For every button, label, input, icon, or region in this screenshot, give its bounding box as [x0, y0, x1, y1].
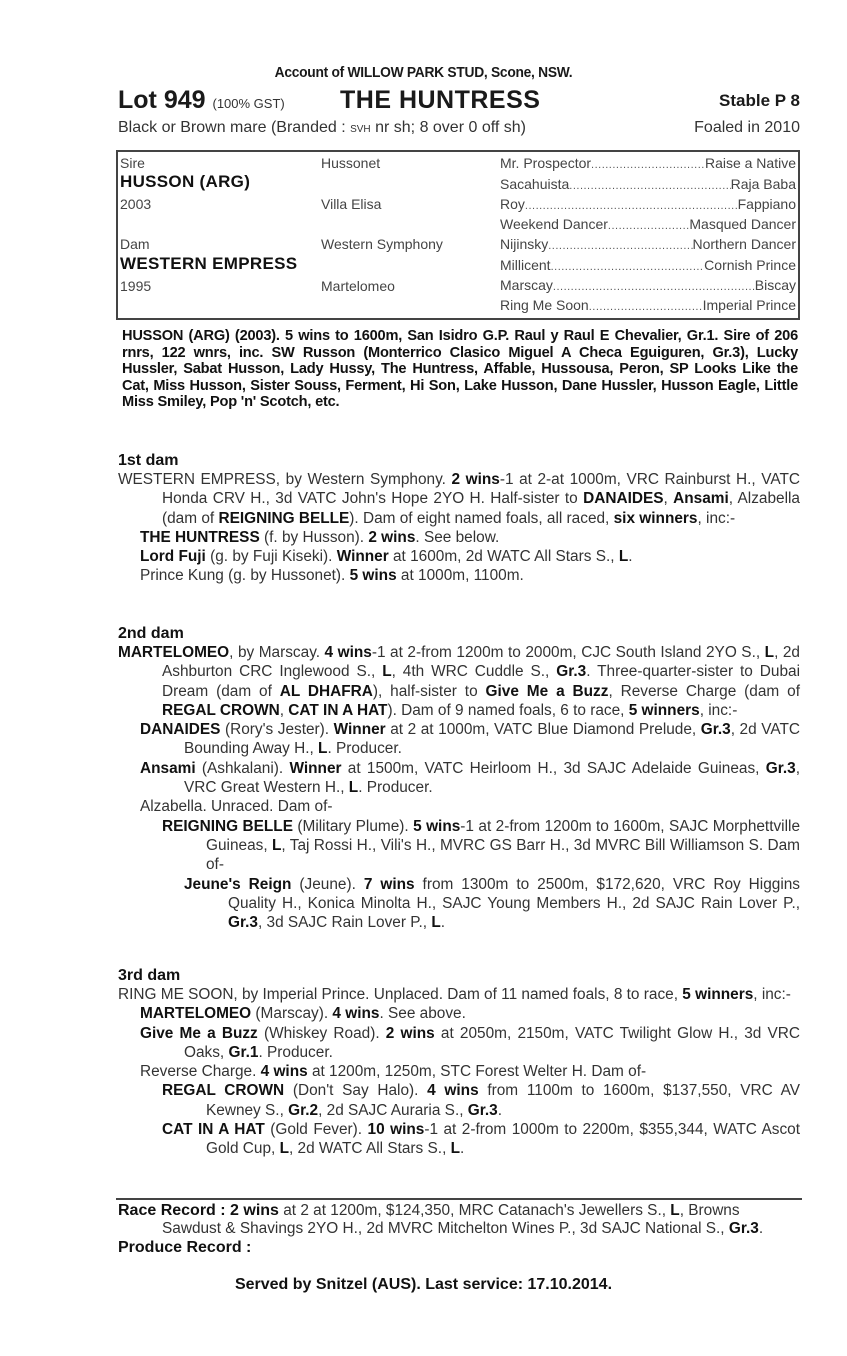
dam-name: WESTERN EMPRESS	[120, 254, 298, 273]
progeny-entry: DANAIDES (Rory's Jester). Winner at 2 at 1000m, VATC Blue Diamond Prelude, Gr.3, 2d VATC Bounding Away H., L. Producer.	[140, 721, 800, 758]
progeny-entry: Ansami (Ashkalani). Winner at 1500m, VATC Heirloom H., 3d SAJC Adelaide Guineas, Gr.3, VRC Great Western H., L. Producer.	[140, 759, 800, 797]
progeny-entry: Give Me a Buzz (Whiskey Road). 2 wins at 2050m, 2150m, VATC Twilight Glow H., 3d VRC Oaks, Gr.1. Producer.	[140, 1024, 801, 1061]
progeny-entry: Reverse Charge. 4 wins at 1200m, 1250m, STC Forest Welter H. Dam of-	[140, 1063, 647, 1081]
progeny-entry: CAT IN A HAT (Gold Fever). 10 wins-1 at 2-from 1000m to 2200m, $355,344, WATC Ascot Gold Cup, L, 2d WATC All Stars S., L.	[162, 1121, 800, 1158]
sire-name: HUSSON (ARG)	[120, 172, 251, 191]
ggp-row	[500, 196, 796, 212]
section-heading: 1st dam	[118, 452, 179, 469]
lot-number	[118, 86, 285, 115]
vendor-account: Account of WILLOW PARK STUD, Scone, NSW.	[274, 64, 573, 81]
ggp-row	[500, 236, 796, 252]
ggp-sire: Mr. Prospector	[500, 155, 592, 171]
lot-label: Lot 949	[118, 86, 206, 114]
gst-note: (100% GST)	[212, 96, 285, 111]
ggp-row	[500, 257, 796, 273]
ggp-sire: Nijinsky	[500, 236, 549, 252]
ggp-row	[500, 155, 796, 171]
progeny-entry: Alzabella. Unraced. Dam of-	[140, 798, 333, 816]
lot-header	[118, 86, 800, 116]
progeny-entry: THE HUNTRESS (f. by Husson). 2 wins. See below.	[140, 528, 500, 546]
race-record-text: Race Record : 2 wins at 2 at 1200m, $124,350, MRC Catanach's Jewellers S., L, Browns Sawdust & Shavings 2YO H., 2d MVRC Mitchelton Wines P., 3d SAJC National S., Gr.3.	[118, 1202, 764, 1238]
progeny-entry: Prince Kung (g. by Hussonet). 5 wins at 1000m, 1100m.	[140, 567, 524, 585]
sire-year: 2003	[120, 196, 152, 212]
leader-dots	[591, 155, 705, 171]
ggp-grandsire: Raise a Native	[704, 155, 796, 171]
ggp-damsire: Imperial Prince	[702, 297, 796, 313]
section-heading: 2nd dam	[118, 625, 184, 642]
third-dam-section	[118, 966, 800, 1159]
stable-location: Stable P 8	[719, 91, 800, 110]
second-dam-section	[118, 624, 800, 932]
ggp-dam: Sacahuista	[500, 175, 570, 192]
sire-label: Sire	[120, 155, 145, 171]
ggp-damsire: Masqued Dancer	[689, 216, 796, 232]
horse-name: THE HUNTRESS	[340, 86, 541, 114]
progeny-entry: Lord Fuji (g. by Fuji Kiseki). Winner at 1600m, 2d WATC All Stars S., L.	[140, 548, 633, 566]
dam-year: 1995	[120, 278, 152, 294]
dam-paragraph: WESTERN EMPRESS, by Western Symphony. 2 wins-1 at 2-at 1000m, VRC Rainburst H., VATC Honda CRV H., 3d VATC John's Hope 2YO H. Half-sister to DANAIDES, Ansami, Alzabella (dam of REIGNING BELLE). Dam of eight named foals, all raced, six winners, inc:-	[118, 471, 800, 527]
ggp-grandsire: Biscay	[754, 277, 796, 293]
leader-dots	[553, 277, 755, 293]
ggp-row	[500, 216, 796, 232]
progeny-entry: REIGNING BELLE (Military Plume). 5 wins-1 at 2-from 1200m to 1600m, SAJC Morphettville Guineas, L, Taj Rossi H., Vili's H., MVRC GS Barr H., 3d MVRC Bill Williamson S. Dam of-	[162, 817, 800, 874]
leader-dots	[569, 176, 730, 192]
description-text: Black or Brown mare (Branded :	[118, 119, 351, 136]
leader-dots	[589, 297, 703, 313]
leader-dots	[525, 196, 738, 212]
progeny-entry: REGAL CROWN (Don't Say Halo). 4 wins from 1100m to 1600m, $137,550, VRC AV Kewney S., Gr.2, 2d SAJC Auraria S., Gr.3.	[162, 1082, 800, 1119]
foaled-year: Foaled in 2010	[694, 119, 800, 136]
dam-paragraph: MARTELOMEO, by Marscay. 4 wins-1 at 2-from 1200m to 2000m, CJC South Island 2YO S., L, 2d Ashburton CRC Inglewood S., L, 4th WRC Cuddle S., Gr.3. Three-quarter-sister to Dubai Dream (dam of AL DHAFRA), half-sister to Give Me a Buzz, Reverse Charge (dam of REGAL CROWN, CAT IN A HAT). Dam of 9 named foals, 6 to race, 5 winners, inc:-	[118, 644, 800, 719]
ggp-grandsire: Fappiano	[737, 196, 796, 212]
ggp-damsire: Cornish Prince	[704, 256, 796, 273]
dam-dam: Martelomeo	[321, 278, 395, 294]
dam-label: Dam	[120, 236, 150, 252]
dam-sire: Western Symphony	[321, 236, 443, 252]
brand-mark: SVH	[350, 124, 371, 135]
produce-record-label: Produce Record :	[118, 1238, 252, 1256]
ggp-dam: Ring Me Soon	[500, 297, 589, 313]
leader-dots	[551, 257, 705, 273]
progeny-entry: Jeune's Reign (Jeune). 7 wins from 1300m to 2500m, $172,620, VRC Roy Higgins Quality H., Konica Minolta H., SAJC Young Members H., 2d SAJC Rain Lover P., Gr.3, 3d SAJC Rain Lover P., L.	[184, 875, 800, 932]
ggp-dam: Millicent	[500, 256, 551, 273]
leader-dots	[608, 216, 689, 232]
ggp-row	[500, 297, 796, 313]
ggp-damsire: Raja Baba	[730, 175, 796, 192]
ggp-sire: Roy	[500, 196, 525, 212]
progeny-entry: MARTELOMEO (Marscay). 4 wins. See above.	[140, 1005, 466, 1023]
sire-summary: HUSSON (ARG) (2003). 5 wins to 1600m, San Isidro G.P. Raul y Raul E Chevalier, Gr.1. Sire of 206 rnrs, 122 wnrs, inc. SW Russon (Monterrico Clasico Miguel A Checa Eguiguren, Gr.3), Lucky Hussler, Sabat Husson, Lady Hussy, The Huntress, Affable, Hussousa, Peron, SP Looks Like the Cat, Miss Husson, Sister Souss, Ferment, Hi Son, Lake Husson, Dane Hussler, Husson Eagle, Little Miss Smiley, Pop 'n' Scotch, etc.	[122, 328, 798, 410]
ggp-row	[500, 176, 796, 192]
description-text-end: nr sh; 8 over 0 off sh)	[370, 119, 526, 136]
sire-sire: Hussonet	[321, 155, 381, 171]
horse-description	[118, 119, 800, 137]
ggp-dam: Weekend Dancer	[500, 216, 608, 232]
section-divider	[116, 1198, 802, 1200]
pedigree-table	[116, 150, 800, 320]
leader-dots	[548, 236, 692, 252]
dam-paragraph: RING ME SOON, by Imperial Prince. Unplaced. Dam of 11 named foals, 8 to race, 5 winners, inc:-	[118, 986, 791, 1003]
first-dam-section	[118, 451, 800, 586]
race-record	[118, 1202, 800, 1257]
ggp-row	[500, 277, 796, 293]
sire-dam: Villa Elisa	[321, 196, 382, 212]
ggp-grandsire: Northern Dancer	[692, 236, 796, 252]
section-heading: 3rd dam	[118, 967, 181, 984]
served-by-note: Served by Snitzel (AUS). Last service: 17.10.2014.	[234, 1276, 613, 1293]
ggp-sire: Marscay	[500, 277, 553, 293]
